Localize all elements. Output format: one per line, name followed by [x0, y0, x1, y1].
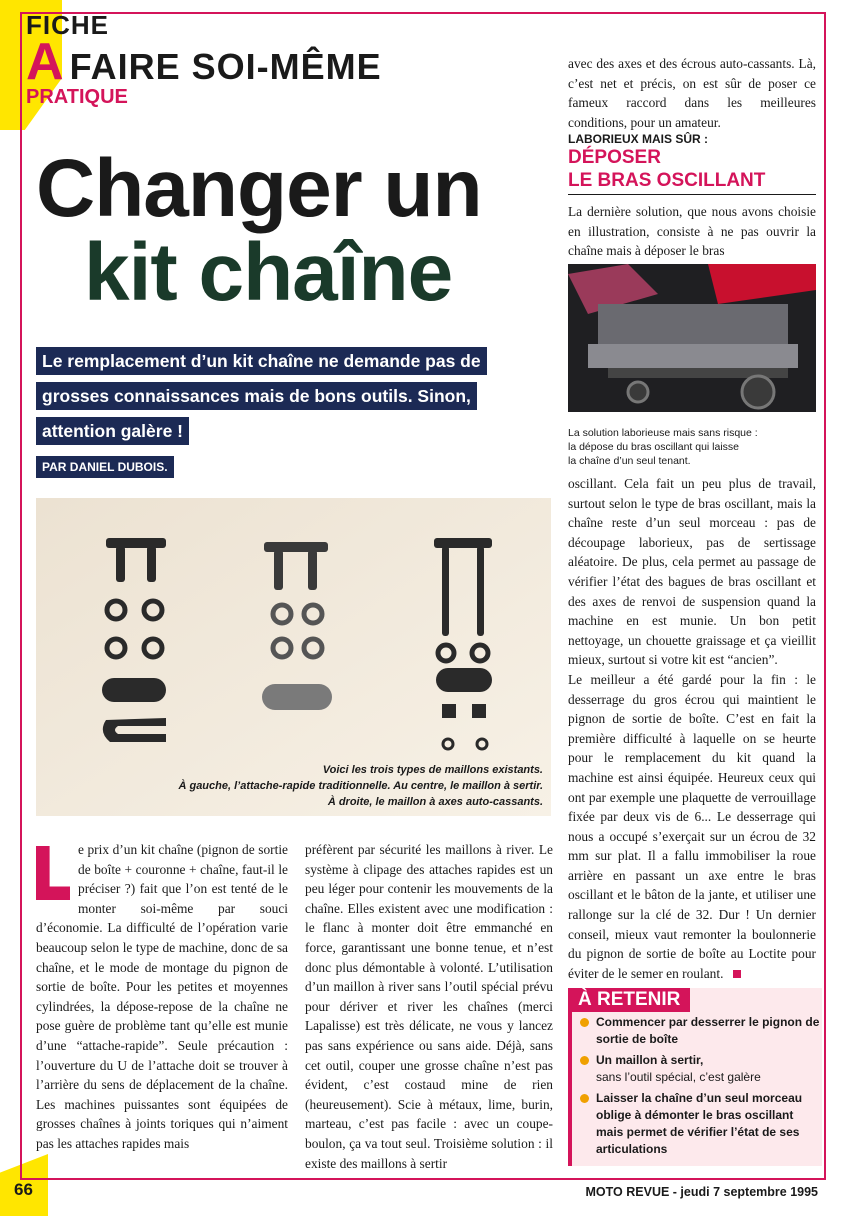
photo-caption-line2: À gauche, l’attache-rapide traditionnelle. Au centre, le maillon à sertir. [178, 780, 543, 792]
retenir-item-2: Un maillon à sertir, [596, 1053, 704, 1067]
retenir-item [572, 1090, 822, 1158]
swingarm-photo [568, 264, 816, 412]
swingarm-caption-line1: La solution laborieuse mais sans risque : [568, 427, 758, 439]
section-kicker: LABORIEUX MAIS SÛR : [568, 132, 709, 146]
body-column-1-text: e prix d’un kit chaîne (pignon de sortie de boîte + couronne + chaîne, faut-il le préciser ?) fait que l’on est tenté de le monter soi-même par souci d’économie. La difficulté de l’opération varie beaucoup selon le type de machine, donc de sa chaîne, et le mode de montage du pignon de sortie de boîte. Pour les petites et moyennes cylindrées, la dépose-repose de la chaîne ne pose guère de problème tant qu’elle est munie d’une “attache-rapide”. Seule précaution : l’ouverture du U de l’attache doit se trouver à l’arrière du sens de déplacement de la chaîne. Les machines puissantes sont équipées de grosses chaînes à joints toriques qui n’aiment pas les attaches rapides mais [36, 842, 288, 1151]
body-column-2 [305, 840, 553, 1173]
intro-standfirst [36, 344, 506, 449]
body-column-3-top [568, 54, 816, 132]
section-title-line1: DÉPOSER [568, 147, 661, 168]
retenir-item [572, 1052, 822, 1086]
section-rule [568, 194, 816, 195]
retenir-title: À RETENIR [568, 988, 690, 1012]
retenir-item-3: Laisser la chaîne d’un seul morceau oblige à démonter le bras oscillant mais permet de vérifier l’état de ses articulations [596, 1091, 803, 1156]
rubric-fiche: FICHE [26, 10, 109, 40]
retenir-item [572, 1014, 822, 1048]
body-column-3-p2-text: Le meilleur a été gardé pour la fin : le desserrage du gros écrou qui maintient le pignon de sortie de boîte. C’est en fait la première difficulté à laquelle on se heurte pour le remplacement du kit quand la machine est ainsi équipée. Heureux ceux qui ont par exemple une plaquette de verrouillage fixée par deux vis de 6... Le desserrage qui nous a occupé s’exerçait sur un écrou de 32 mm sur plat. Il a fallu immobiliser la roue arrière en passant un axe entre le bras oscillant et le bâton de la jante, et utiliser une rallonge sur la clé de 32. Dur ! Un dernier conseil, mieux vaut remonter la boulonnerie du pignon de sortie de boîte au Loctite pour éviter de le semer en roulant. [568, 671, 816, 981]
rubric-a-letter: A [26, 33, 64, 91]
retenir-list [572, 1014, 822, 1158]
end-mark [733, 970, 741, 978]
swingarm-caption-line2: la dépose du bras oscillant qui laisse [568, 441, 740, 453]
rubric-faire [26, 33, 382, 91]
intro-text: Le remplacement d’un kit chaîne ne demande pas de grosses connaissances mais de bons outils. Sinon, attention galère ! [36, 347, 487, 445]
retenir-box [568, 988, 822, 1166]
body-column-3-p2 [568, 670, 816, 984]
section-lead-text: La dernière solution, que nous avons choisie en illustration, consiste à ne pas ouvrir la chaîne mais à déposer le bras [568, 204, 816, 259]
rubric-pratique: PRATIQUE [26, 86, 128, 108]
photo-caption-line3: À droite, le maillon à axes auto-cassants. [327, 796, 543, 808]
page-title-line1: Changer un [36, 143, 482, 234]
rubric-faire-text: FAIRE SOI-MÊME [69, 46, 382, 87]
footer-publication: MOTO REVUE - jeudi 7 septembre 1995 [585, 1185, 818, 1199]
body-column-2-text: préfèrent par sécurité les maillons à river. Le système à clipage des attaches rapides est un peu léger pour contenir les mouvements de la chaîne. Elles existent avec une modification : le flanc à monter doit être emmanché en force, garantissant une bonne tenue, et n’est donc plus démontable à volonté. L’utilisation d’un maillon à river sans l’outil spécial prévu pour dériver et river les chaînes (merci Lapalisse) est très délicate, ne vous y lancez pas sans expérience ou sans aide. Déjà, sans cet outil, couper une grosse chaîne n’est pas évident, c’est costaud mine de rien (heureusement). Scie à métaux, lime, burin, marteau, c’est pas facile : avec un coupe-boulon, ça va tout seul. Troisième solution : il existe des maillons à sertir [305, 842, 553, 1171]
swingarm-caption [568, 426, 818, 468]
body-column-3-top-text: avec des axes et des écrous auto-cassants. Là, c’est net et précis, on est sûr de poser ce fameux raccord dans les meilleures conditions, pour un amateur. [568, 56, 816, 130]
body-column-1 [36, 840, 288, 1154]
page-title-line2: kit chaîne [84, 227, 453, 318]
page-number: 66 [14, 1180, 33, 1199]
section-title-line2: LE BRAS OSCILLANT [568, 170, 766, 191]
swingarm-illustration [568, 264, 816, 412]
body-column-3-p1: oscillant. Cela fait un peu plus de travail, surtout selon le type de bras oscillant, mais la chaîne reste d’un seul morceau : pas de découpage laborieux, pas de sertissage aléatoire. De plus, cela permet au passage de vérifier l’état des bagues de bras oscillant et des axes de renvoi de suspension quand la machine en est munie. Un bon petit nettoyage, un chouette graissage et ça vieillit mieux, surtout si votre kit est “ancien”. [568, 476, 816, 668]
section-lead [568, 202, 816, 261]
byline: PAR DANIEL DUBOIS. [36, 456, 174, 478]
bullet-icon [580, 1056, 589, 1065]
bullet-icon [580, 1018, 589, 1027]
photo-caption-line1: Voici les trois types de maillons existants. [322, 764, 543, 776]
retenir-item-1: Commencer par desserrer le pignon de sortie de boîte [596, 1015, 820, 1046]
retenir-item-2-sub: sans l’outil spécial, c’est galère [596, 1070, 761, 1084]
swingarm-caption-line3: la chaîne d’un seul tenant. [568, 455, 691, 467]
section-title [568, 146, 765, 192]
photo-caption [178, 762, 543, 810]
body-column-3-bottom [568, 474, 816, 983]
bullet-icon [580, 1094, 589, 1103]
chain-links-photo [36, 498, 551, 816]
